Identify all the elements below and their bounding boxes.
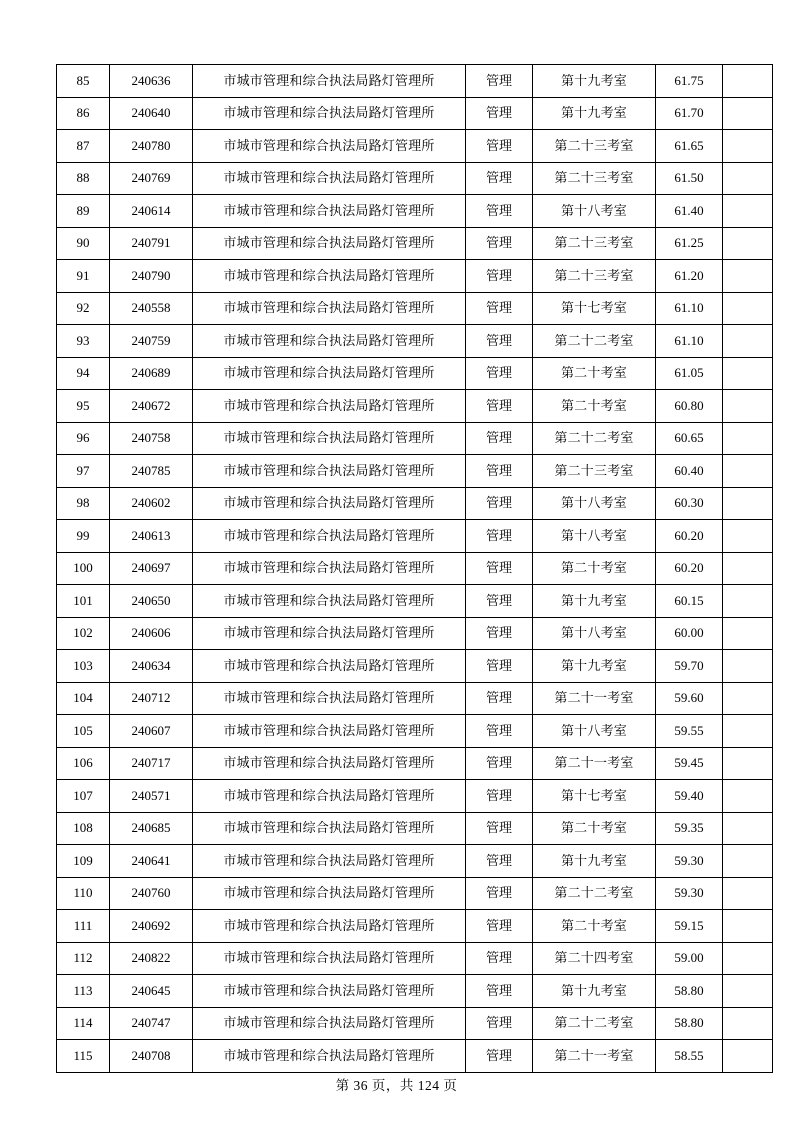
- cell-type: 管理: [466, 877, 533, 910]
- cell-score: 61.25: [656, 227, 723, 260]
- cell-score: 60.65: [656, 422, 723, 455]
- cell-unit: 市城市管理和综合执法局路灯管理所: [193, 292, 466, 325]
- cell-index: 90: [57, 227, 110, 260]
- cell-remark: [723, 650, 773, 683]
- cell-type: 管理: [466, 97, 533, 130]
- cell-index: 86: [57, 97, 110, 130]
- cell-code: 240558: [110, 292, 193, 325]
- cell-code: 240785: [110, 455, 193, 488]
- cell-index: 98: [57, 487, 110, 520]
- cell-remark: [723, 845, 773, 878]
- exam-score-table: [56, 64, 773, 1073]
- cell-type: 管理: [466, 487, 533, 520]
- cell-score: 59.30: [656, 845, 723, 878]
- cell-type: 管理: [466, 747, 533, 780]
- cell-type: 管理: [466, 260, 533, 293]
- table-row: [57, 162, 773, 195]
- cell-score: 60.20: [656, 520, 723, 553]
- cell-code: 240717: [110, 747, 193, 780]
- cell-type: 管理: [466, 162, 533, 195]
- cell-unit: 市城市管理和综合执法局路灯管理所: [193, 487, 466, 520]
- table-row: [57, 390, 773, 423]
- cell-index: 111: [57, 910, 110, 943]
- table-row: [57, 812, 773, 845]
- cell-index: 105: [57, 715, 110, 748]
- cell-room: 第二十二考室: [533, 422, 656, 455]
- cell-remark: [723, 325, 773, 358]
- cell-index: 91: [57, 260, 110, 293]
- cell-room: 第十九考室: [533, 585, 656, 618]
- cell-score: 60.20: [656, 552, 723, 585]
- cell-index: 113: [57, 975, 110, 1008]
- cell-remark: [723, 130, 773, 163]
- cell-room: 第二十四考室: [533, 942, 656, 975]
- cell-index: 87: [57, 130, 110, 163]
- cell-room: 第十九考室: [533, 975, 656, 1008]
- cell-type: 管理: [466, 422, 533, 455]
- cell-remark: [723, 520, 773, 553]
- cell-code: 240790: [110, 260, 193, 293]
- cell-unit: 市城市管理和综合执法局路灯管理所: [193, 975, 466, 1008]
- cell-index: 95: [57, 390, 110, 423]
- cell-remark: [723, 942, 773, 975]
- cell-room: 第二十三考室: [533, 455, 656, 488]
- table-row: [57, 455, 773, 488]
- cell-type: 管理: [466, 942, 533, 975]
- cell-unit: 市城市管理和综合执法局路灯管理所: [193, 617, 466, 650]
- cell-index: 85: [57, 65, 110, 98]
- cell-remark: [723, 780, 773, 813]
- table-row: [57, 975, 773, 1008]
- table-row: [57, 195, 773, 228]
- cell-room: 第二十考室: [533, 390, 656, 423]
- table-row: [57, 357, 773, 390]
- cell-remark: [723, 1040, 773, 1073]
- cell-remark: [723, 585, 773, 618]
- cell-code: 240689: [110, 357, 193, 390]
- cell-score: 59.45: [656, 747, 723, 780]
- cell-room: 第二十三考室: [533, 162, 656, 195]
- cell-score: 59.40: [656, 780, 723, 813]
- table-row: [57, 877, 773, 910]
- cell-room: 第十九考室: [533, 97, 656, 130]
- cell-index: 104: [57, 682, 110, 715]
- cell-remark: [723, 390, 773, 423]
- cell-score: 59.00: [656, 942, 723, 975]
- cell-unit: 市城市管理和综合执法局路灯管理所: [193, 1007, 466, 1040]
- cell-code: 240780: [110, 130, 193, 163]
- cell-room: 第二十考室: [533, 552, 656, 585]
- cell-score: 61.05: [656, 357, 723, 390]
- cell-unit: 市城市管理和综合执法局路灯管理所: [193, 455, 466, 488]
- cell-score: 59.30: [656, 877, 723, 910]
- cell-unit: 市城市管理和综合执法局路灯管理所: [193, 910, 466, 943]
- cell-score: 60.30: [656, 487, 723, 520]
- cell-type: 管理: [466, 650, 533, 683]
- cell-score: 60.40: [656, 455, 723, 488]
- cell-room: 第二十二考室: [533, 325, 656, 358]
- cell-score: 61.75: [656, 65, 723, 98]
- table-row: [57, 97, 773, 130]
- cell-index: 115: [57, 1040, 110, 1073]
- cell-index: 114: [57, 1007, 110, 1040]
- cell-room: 第二十考室: [533, 910, 656, 943]
- cell-remark: [723, 162, 773, 195]
- cell-unit: 市城市管理和综合执法局路灯管理所: [193, 260, 466, 293]
- cell-room: 第二十一考室: [533, 682, 656, 715]
- cell-unit: 市城市管理和综合执法局路灯管理所: [193, 845, 466, 878]
- table-row: [57, 325, 773, 358]
- cell-remark: [723, 487, 773, 520]
- cell-room: 第二十一考室: [533, 747, 656, 780]
- cell-code: 240747: [110, 1007, 193, 1040]
- cell-room: 第十八考室: [533, 195, 656, 228]
- cell-room: 第十八考室: [533, 715, 656, 748]
- cell-score: 59.35: [656, 812, 723, 845]
- table-row: [57, 292, 773, 325]
- cell-score: 59.70: [656, 650, 723, 683]
- cell-index: 101: [57, 585, 110, 618]
- cell-code: 240614: [110, 195, 193, 228]
- cell-type: 管理: [466, 780, 533, 813]
- table-row: [57, 260, 773, 293]
- table-row: [57, 650, 773, 683]
- page-footer: 第 36 页，共 124 页: [335, 1078, 458, 1093]
- table-row: [57, 585, 773, 618]
- cell-room: 第二十一考室: [533, 1040, 656, 1073]
- table-row: [57, 747, 773, 780]
- cell-code: 240791: [110, 227, 193, 260]
- cell-code: 240650: [110, 585, 193, 618]
- table-row: [57, 65, 773, 98]
- cell-index: 109: [57, 845, 110, 878]
- cell-remark: [723, 97, 773, 130]
- cell-type: 管理: [466, 812, 533, 845]
- cell-remark: [723, 357, 773, 390]
- cell-room: 第二十三考室: [533, 227, 656, 260]
- cell-room: 第十八考室: [533, 487, 656, 520]
- table-row: [57, 552, 773, 585]
- cell-index: 108: [57, 812, 110, 845]
- cell-remark: [723, 975, 773, 1008]
- cell-score: 61.40: [656, 195, 723, 228]
- cell-unit: 市城市管理和综合执法局路灯管理所: [193, 325, 466, 358]
- cell-code: 240602: [110, 487, 193, 520]
- cell-code: 240692: [110, 910, 193, 943]
- cell-index: 107: [57, 780, 110, 813]
- cell-code: 240760: [110, 877, 193, 910]
- cell-unit: 市城市管理和综合执法局路灯管理所: [193, 357, 466, 390]
- cell-unit: 市城市管理和综合执法局路灯管理所: [193, 877, 466, 910]
- cell-index: 92: [57, 292, 110, 325]
- cell-score: 61.10: [656, 325, 723, 358]
- cell-unit: 市城市管理和综合执法局路灯管理所: [193, 585, 466, 618]
- cell-code: 240571: [110, 780, 193, 813]
- cell-type: 管理: [466, 325, 533, 358]
- cell-unit: 市城市管理和综合执法局路灯管理所: [193, 520, 466, 553]
- cell-code: 240697: [110, 552, 193, 585]
- cell-index: 94: [57, 357, 110, 390]
- cell-type: 管理: [466, 195, 533, 228]
- cell-code: 240607: [110, 715, 193, 748]
- cell-unit: 市城市管理和综合执法局路灯管理所: [193, 682, 466, 715]
- table-row: [57, 422, 773, 455]
- cell-index: 97: [57, 455, 110, 488]
- cell-type: 管理: [466, 552, 533, 585]
- cell-remark: [723, 552, 773, 585]
- table-row: [57, 682, 773, 715]
- cell-unit: 市城市管理和综合执法局路灯管理所: [193, 97, 466, 130]
- cell-code: 240672: [110, 390, 193, 423]
- cell-index: 102: [57, 617, 110, 650]
- cell-type: 管理: [466, 975, 533, 1008]
- cell-unit: 市城市管理和综合执法局路灯管理所: [193, 422, 466, 455]
- cell-index: 89: [57, 195, 110, 228]
- cell-unit: 市城市管理和综合执法局路灯管理所: [193, 747, 466, 780]
- cell-room: 第二十三考室: [533, 130, 656, 163]
- cell-score: 61.65: [656, 130, 723, 163]
- cell-score: 61.20: [656, 260, 723, 293]
- cell-room: 第十九考室: [533, 65, 656, 98]
- cell-type: 管理: [466, 910, 533, 943]
- cell-remark: [723, 65, 773, 98]
- table-row: [57, 227, 773, 260]
- cell-unit: 市城市管理和综合执法局路灯管理所: [193, 1040, 466, 1073]
- cell-unit: 市城市管理和综合执法局路灯管理所: [193, 780, 466, 813]
- cell-score: 60.00: [656, 617, 723, 650]
- cell-code: 240645: [110, 975, 193, 1008]
- cell-type: 管理: [466, 520, 533, 553]
- cell-score: 61.50: [656, 162, 723, 195]
- cell-unit: 市城市管理和综合执法局路灯管理所: [193, 65, 466, 98]
- cell-remark: [723, 910, 773, 943]
- cell-remark: [723, 422, 773, 455]
- table-row: [57, 130, 773, 163]
- cell-index: 106: [57, 747, 110, 780]
- cell-type: 管理: [466, 585, 533, 618]
- table-row: [57, 520, 773, 553]
- cell-type: 管理: [466, 617, 533, 650]
- cell-room: 第十九考室: [533, 845, 656, 878]
- cell-room: 第十八考室: [533, 617, 656, 650]
- cell-unit: 市城市管理和综合执法局路灯管理所: [193, 390, 466, 423]
- cell-room: 第二十考室: [533, 357, 656, 390]
- cell-type: 管理: [466, 292, 533, 325]
- cell-code: 240708: [110, 1040, 193, 1073]
- cell-code: 240822: [110, 942, 193, 975]
- cell-remark: [723, 682, 773, 715]
- cell-remark: [723, 747, 773, 780]
- cell-code: 240636: [110, 65, 193, 98]
- cell-index: 93: [57, 325, 110, 358]
- cell-index: 110: [57, 877, 110, 910]
- cell-room: 第十七考室: [533, 780, 656, 813]
- table-row: [57, 1040, 773, 1073]
- cell-score: 59.55: [656, 715, 723, 748]
- cell-index: 88: [57, 162, 110, 195]
- cell-unit: 市城市管理和综合执法局路灯管理所: [193, 552, 466, 585]
- cell-remark: [723, 1007, 773, 1040]
- cell-index: 112: [57, 942, 110, 975]
- cell-room: 第二十二考室: [533, 1007, 656, 1040]
- cell-score: 61.10: [656, 292, 723, 325]
- cell-code: 240769: [110, 162, 193, 195]
- table-row: [57, 715, 773, 748]
- cell-unit: 市城市管理和综合执法局路灯管理所: [193, 227, 466, 260]
- cell-room: 第二十二考室: [533, 877, 656, 910]
- table-row: [57, 910, 773, 943]
- cell-score: 58.55: [656, 1040, 723, 1073]
- cell-index: 99: [57, 520, 110, 553]
- cell-room: 第十七考室: [533, 292, 656, 325]
- cell-index: 96: [57, 422, 110, 455]
- cell-index: 103: [57, 650, 110, 683]
- cell-remark: [723, 260, 773, 293]
- cell-score: 58.80: [656, 975, 723, 1008]
- table-row: [57, 1007, 773, 1040]
- cell-score: 61.70: [656, 97, 723, 130]
- cell-code: 240758: [110, 422, 193, 455]
- table-row: [57, 845, 773, 878]
- cell-remark: [723, 617, 773, 650]
- cell-score: 60.80: [656, 390, 723, 423]
- cell-room: 第十九考室: [533, 650, 656, 683]
- cell-type: 管理: [466, 227, 533, 260]
- cell-room: 第二十考室: [533, 812, 656, 845]
- cell-score: 60.15: [656, 585, 723, 618]
- table-row: [57, 487, 773, 520]
- cell-unit: 市城市管理和综合执法局路灯管理所: [193, 195, 466, 228]
- table-row: [57, 942, 773, 975]
- cell-room: 第二十三考室: [533, 260, 656, 293]
- cell-type: 管理: [466, 682, 533, 715]
- cell-room: 第十八考室: [533, 520, 656, 553]
- cell-unit: 市城市管理和综合执法局路灯管理所: [193, 812, 466, 845]
- cell-unit: 市城市管理和综合执法局路灯管理所: [193, 162, 466, 195]
- cell-type: 管理: [466, 455, 533, 488]
- cell-index: 100: [57, 552, 110, 585]
- cell-type: 管理: [466, 845, 533, 878]
- table-row: [57, 780, 773, 813]
- cell-code: 240634: [110, 650, 193, 683]
- cell-type: 管理: [466, 390, 533, 423]
- cell-type: 管理: [466, 1007, 533, 1040]
- cell-score: 59.60: [656, 682, 723, 715]
- cell-remark: [723, 812, 773, 845]
- cell-code: 240685: [110, 812, 193, 845]
- cell-unit: 市城市管理和综合执法局路灯管理所: [193, 650, 466, 683]
- cell-code: 240613: [110, 520, 193, 553]
- cell-unit: 市城市管理和综合执法局路灯管理所: [193, 715, 466, 748]
- cell-remark: [723, 455, 773, 488]
- cell-type: 管理: [466, 130, 533, 163]
- cell-code: 240640: [110, 97, 193, 130]
- cell-remark: [723, 877, 773, 910]
- cell-unit: 市城市管理和综合执法局路灯管理所: [193, 942, 466, 975]
- cell-type: 管理: [466, 357, 533, 390]
- cell-score: 59.15: [656, 910, 723, 943]
- cell-code: 240606: [110, 617, 193, 650]
- cell-type: 管理: [466, 1040, 533, 1073]
- cell-code: 240759: [110, 325, 193, 358]
- cell-unit: 市城市管理和综合执法局路灯管理所: [193, 130, 466, 163]
- cell-remark: [723, 227, 773, 260]
- cell-type: 管理: [466, 65, 533, 98]
- cell-remark: [723, 715, 773, 748]
- table-body: [57, 65, 773, 1073]
- cell-code: 240712: [110, 682, 193, 715]
- table-row: [57, 617, 773, 650]
- cell-remark: [723, 195, 773, 228]
- cell-score: 58.80: [656, 1007, 723, 1040]
- cell-remark: [723, 292, 773, 325]
- cell-type: 管理: [466, 715, 533, 748]
- cell-code: 240641: [110, 845, 193, 878]
